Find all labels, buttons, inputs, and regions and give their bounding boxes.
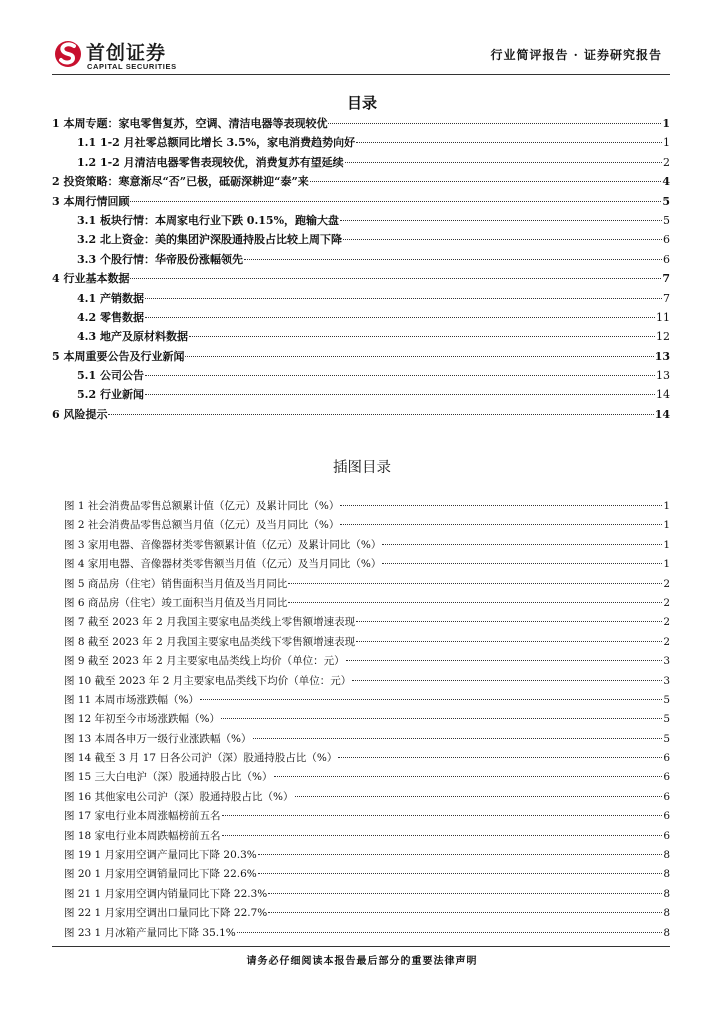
toc-leader — [356, 142, 662, 143]
figure-entry[interactable] — [64, 673, 670, 692]
toc-leader — [145, 394, 655, 395]
toc-entry[interactable] — [52, 367, 670, 386]
figure-entry[interactable] — [64, 634, 670, 653]
figure-entry[interactable] — [64, 692, 670, 711]
figure-entry-page: 2 — [663, 577, 670, 590]
figure-entry-page: 6 — [663, 790, 670, 803]
figure-entry-text: 图 18 家电行业本周跌幅榜前五名 — [64, 829, 221, 842]
figure-entry[interactable] — [64, 517, 670, 536]
figure-leader — [382, 563, 662, 564]
toc-leader — [340, 220, 662, 221]
figure-leader — [288, 583, 662, 584]
toc-entry-page: 5 — [662, 194, 670, 208]
figure-entry-text: 图 16 其他家电公司沪（深）股通持股占比（%） — [64, 790, 294, 803]
capital-securities-logo-icon — [54, 38, 84, 72]
figure-entry[interactable] — [64, 731, 670, 750]
toc-entry-page: 14 — [656, 388, 670, 402]
figure-list — [64, 498, 670, 944]
footer-divider — [52, 946, 670, 947]
figure-leader — [221, 718, 662, 719]
toc-entry-text: 1.1 1-2 月社零总额同比增长 3.5%，家电消费趋势向好 — [77, 136, 356, 150]
figure-entry-page: 5 — [663, 713, 670, 726]
figure-leader — [274, 776, 663, 777]
report-type-label: 行业简评报告 · 证券研究报告 — [490, 48, 662, 62]
toc-entry-text: 1 本周专题：家电零售复苏，空调、清洁电器等表现较优 — [52, 117, 328, 130]
toc-entry[interactable] — [52, 193, 670, 212]
toc-entry-page: 6 — [663, 252, 670, 266]
figure-entry-text: 图 15 三大白电沪（深）股通持股占比（%） — [64, 771, 273, 784]
figure-entry-page: 6 — [663, 752, 670, 765]
toc-leader — [343, 239, 662, 240]
figure-leader — [340, 524, 662, 525]
figure-leader — [382, 544, 662, 545]
figure-entry-page: 6 — [663, 829, 670, 842]
figure-entry[interactable] — [64, 789, 670, 808]
figure-entry-text: 图 12 年初至今市场涨跌幅（%） — [64, 713, 221, 726]
figure-leader — [222, 815, 663, 816]
figure-entry-text: 图 4 家用电器、音像器材类零售额当月值（亿元）及当月同比（%） — [64, 558, 382, 571]
toc-entry-text: 6 风险提示 — [52, 407, 108, 421]
toc-entry-text: 4.2 零售数据 — [77, 310, 144, 324]
header-divider — [52, 74, 670, 75]
figure-entry-page: 8 — [663, 868, 670, 881]
figure-entry-text: 图 21 1 月家用空调内销量同比下降 22.3% — [64, 887, 268, 900]
figure-entry-text: 图 14 截至 3 月 17 日各公司沪（深）股通持股占比（%） — [64, 752, 338, 765]
figure-leader — [253, 738, 663, 739]
figure-entry[interactable] — [64, 556, 670, 575]
toc-entry[interactable] — [52, 309, 670, 328]
toc-entry-page: 12 — [656, 330, 670, 344]
company-logo — [54, 38, 204, 74]
toc-entry-text: 2 投资策略：寒意渐尽“否”已极，砥砺深耕迎“泰”来 — [52, 175, 309, 189]
figure-entry[interactable] — [64, 576, 670, 595]
figure-entry-page: 5 — [663, 693, 670, 706]
figure-entry-page: 3 — [663, 655, 670, 668]
toc-entry-text: 3.2 北上资金：美的集团沪深股通持股占比较上周下降 — [77, 233, 342, 247]
toc-entry[interactable] — [52, 290, 670, 309]
toc-entry-text: 3.1 板块行情：本周家电行业下跌 0.15%，跑输大盘 — [77, 213, 340, 227]
figure-entry-text: 图 9 截至 2023 年 2 月主要家电品类线上均价（单位：元） — [64, 655, 345, 668]
figure-entry-page: 6 — [663, 771, 670, 784]
figure-leader — [346, 660, 663, 661]
figure-entry[interactable] — [64, 905, 670, 924]
figure-entry-text: 图 11 本周市场涨跌幅（%） — [64, 693, 200, 706]
toc-leader — [130, 278, 661, 279]
figure-entry[interactable] — [64, 828, 670, 847]
logo-company-name-cn: 首创证券 — [86, 42, 167, 64]
toc-entry[interactable] — [52, 115, 670, 134]
toc-entry-page: 13 — [654, 349, 670, 363]
figure-leader — [288, 602, 662, 603]
figure-entry-text: 图 13 本周各申万一级行业涨跌幅（%） — [64, 732, 252, 745]
toc-leader — [189, 336, 655, 337]
toc-entry[interactable] — [52, 231, 670, 250]
logo-company-name-en: CAPITAL SECURITIES — [87, 62, 177, 71]
figure-entry[interactable] — [64, 866, 670, 885]
toc-entry-page: 14 — [654, 407, 670, 421]
toc-entry-text: 3.3 个股行情：华帝股份涨幅领先 — [77, 252, 243, 266]
toc-entry-page: 1 — [662, 117, 670, 130]
toc-leader — [244, 259, 662, 260]
toc-entry-text: 5.1 公司公告 — [77, 369, 144, 383]
toc-leader — [185, 356, 653, 357]
table-of-contents — [52, 115, 670, 425]
toc-entry[interactable] — [52, 406, 670, 425]
figure-entry-page: 3 — [663, 674, 670, 687]
figure-leader — [352, 680, 662, 681]
figure-leader — [338, 757, 662, 758]
figure-entry-text: 图 8 截至 2023 年 2 月我国主要家电品类线下零售额增速表现 — [64, 635, 356, 648]
toc-entry[interactable] — [52, 386, 670, 405]
figure-entry-text: 图 7 截至 2023 年 2 月我国主要家电品类线上零售额增速表现 — [64, 616, 356, 629]
toc-leader — [145, 375, 655, 376]
toc-leader — [130, 201, 661, 202]
toc-entry-page: 4 — [662, 175, 670, 189]
toc-entry[interactable] — [52, 134, 670, 153]
toc-entry-text: 1.2 1-2 月清洁电器零售表现较优，消费复苏有望延续 — [77, 155, 344, 169]
figure-entry-text: 图 10 截至 2023 年 2 月主要家电品类线下均价（单位：元） — [64, 674, 352, 687]
figure-leader — [268, 893, 662, 894]
toc-entry-text: 3 本周行情回顾 — [52, 194, 130, 208]
figure-leader — [200, 699, 662, 700]
figure-entry[interactable] — [64, 925, 670, 944]
figure-entry-page: 1 — [663, 519, 670, 532]
toc-entry[interactable] — [52, 348, 670, 367]
figure-entry-page: 2 — [663, 635, 670, 648]
toc-leader — [145, 317, 655, 318]
toc-entry[interactable] — [52, 270, 670, 289]
figure-entry[interactable] — [64, 711, 670, 730]
figure-entry-text: 图 23 1 月冰箱产量同比下降 35.1% — [64, 926, 236, 939]
toc-entry-page: 1 — [663, 136, 670, 150]
figure-entry[interactable] — [64, 498, 670, 517]
figure-entry-page: 1 — [663, 538, 670, 551]
figure-entry-text: 图 19 1 月家用空调产量同比下降 20.3% — [64, 849, 257, 862]
figure-entry-page: 2 — [663, 596, 670, 609]
figure-entry-text: 图 6 商品房（住宅）竣工面积当月值及当月同比 — [64, 596, 288, 609]
figure-leader — [340, 505, 662, 506]
toc-entry-page: 5 — [663, 213, 670, 227]
figure-entry[interactable] — [64, 750, 670, 769]
figure-entry[interactable] — [64, 537, 670, 556]
figure-entry-page: 8 — [663, 907, 670, 920]
toc-title: 目录 — [346, 94, 377, 112]
toc-entry[interactable] — [52, 173, 670, 192]
figure-entry-page: 5 — [663, 732, 670, 745]
figure-entry-text: 图 2 社会消费品零售总额当月值（亿元）及当月同比（%） — [64, 519, 340, 532]
toc-entry-text: 5 本周重要公告及行业新闻 — [52, 349, 185, 363]
toc-leader — [145, 298, 662, 299]
toc-entry[interactable] — [52, 154, 670, 173]
toc-entry[interactable] — [52, 251, 670, 270]
figure-entry[interactable] — [64, 847, 670, 866]
legal-notice: 请务必仔细阅读本报告最后部分的重要法律声明 — [246, 956, 478, 967]
figure-entry-page: 8 — [663, 887, 670, 900]
figure-entry-page: 1 — [663, 558, 670, 571]
figure-entry-page: 1 — [663, 500, 670, 512]
toc-entry-text: 4 行业基本数据 — [52, 272, 130, 286]
figure-entry-page: 8 — [663, 849, 670, 862]
toc-entry-page: 13 — [656, 369, 670, 383]
figure-entry[interactable] — [64, 808, 670, 827]
toc-entry-page: 2 — [663, 155, 670, 169]
figure-leader — [222, 835, 663, 836]
figure-entry-page: 2 — [663, 616, 670, 629]
figure-leader — [268, 912, 662, 913]
figure-leader — [258, 873, 663, 874]
figure-entry[interactable] — [64, 653, 670, 672]
figure-entry-text: 图 22 1 月家用空调出口量同比下降 22.7% — [64, 907, 268, 920]
toc-leader — [328, 123, 661, 124]
toc-entry[interactable] — [52, 212, 670, 231]
toc-entry-text: 5.2 行业新闻 — [77, 388, 144, 402]
figure-list-title: 插图目录 — [333, 460, 391, 476]
figure-entry-page: 6 — [663, 810, 670, 823]
figure-entry-text: 图 20 1 月家用空调销量同比下降 22.6% — [64, 868, 257, 881]
figure-entry[interactable] — [64, 886, 670, 905]
figure-entry-text: 图 17 家电行业本周涨幅榜前五名 — [64, 810, 221, 823]
toc-entry-text: 4.3 地产及原材料数据 — [77, 330, 188, 344]
figure-entry-text: 图 3 家用电器、音像器材类零售额累计值（亿元）及累计同比（%） — [64, 538, 382, 551]
figure-entry-text: 图 1 社会消费品零售总额累计值（亿元）及累计同比（%） — [64, 500, 340, 512]
toc-entry-page: 7 — [663, 291, 670, 305]
toc-leader — [345, 162, 662, 163]
figure-entry[interactable] — [64, 614, 670, 633]
figure-leader — [258, 854, 663, 855]
toc-entry-text: 4.1 产销数据 — [77, 291, 144, 305]
toc-leader — [310, 181, 662, 182]
figure-entry[interactable] — [64, 595, 670, 614]
figure-entry-page: 8 — [663, 926, 670, 939]
toc-entry-page: 7 — [662, 272, 670, 286]
toc-entry-page: 11 — [656, 310, 670, 324]
figure-leader — [237, 932, 663, 933]
toc-entry-page: 6 — [663, 233, 670, 247]
figure-leader — [356, 621, 662, 622]
figure-leader — [356, 641, 662, 642]
figure-entry-text: 图 5 商品房（住宅）销售面积当月值及当月同比 — [64, 577, 288, 590]
figure-leader — [295, 796, 663, 797]
toc-entry[interactable] — [52, 328, 670, 347]
toc-leader — [108, 414, 653, 415]
figure-entry[interactable] — [64, 769, 670, 788]
